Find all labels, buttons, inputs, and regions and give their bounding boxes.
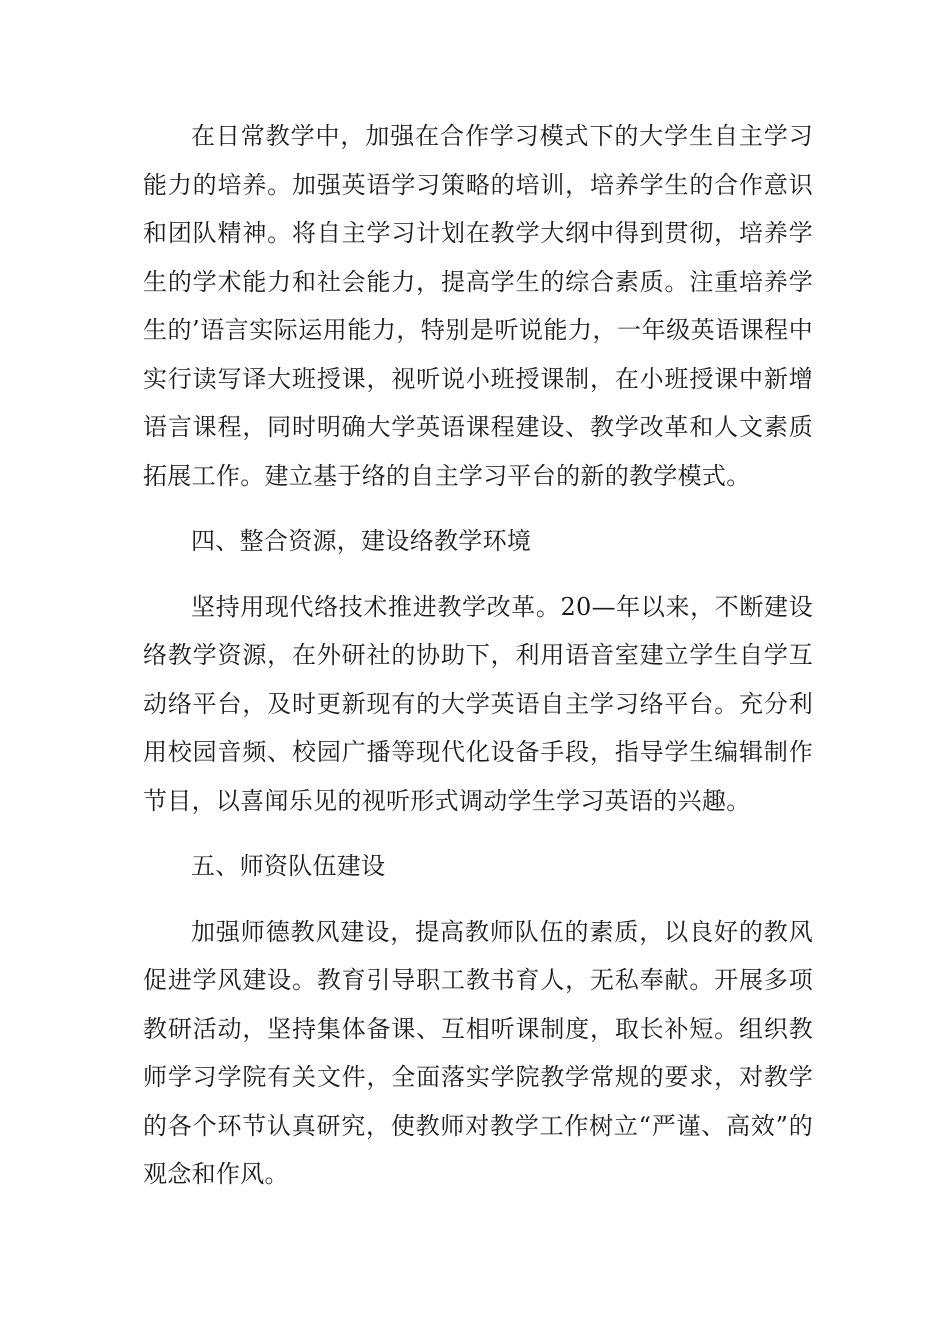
section-heading-faculty: 五、师资队伍建设 [191,852,386,880]
paragraph-network-teaching: 坚持用现代络技术推进教学改革。20—年以来，不断建设络教学资源，在外研社的协助下，利用语音室建立学生自学互动络平台，及时更新现有的大学英语自主学习络平台。充分利用校园音频、校园广播等现代化设备手段，指导学生编辑制作节目，以喜闻乐见的视听形式调动学生学习英语的兴趣。 [143,592,813,815]
paragraph-autonomous-learning: 在日常教学中，加强在合作学习模式下的大学生自主学习能力的培养。加强英语学习策略的培训，培养学生的合作意识和团队精神。将自主学习计划在教学大纲中得到贯彻，培养学生的学术能力和社会能力，提高学生的综合素质。注重培养学生的’语言实际运用能力，特别是听说能力，一年级英语课程中实行读写译大班授课，视听说小班授课制，在小班授课中新增语言课程，同时明确大学英语课程建设、教学改革和人文素质拓展工作。建立基于络的自主学习平台的新的教学模式。 [143,122,813,490]
paragraph-faculty-building: 加强师德教风建设，提高教师队伍的素质，以良好的教风促进学风建设。教育引导职工教书育人，无私奉献。开展多项教研活动，坚持集体备课、互相听课制度，取长补短。组织教师学习学院有关文件，全面落实学院教学常规的要求，对教学的各个环节认真研究，使教师对教学工作树立“严谨、高效”的观念和作风。 [143,917,813,1188]
document-body [143,112,813,1199]
section-heading-resources: 四、整合资源，建设络教学环境 [191,527,532,555]
